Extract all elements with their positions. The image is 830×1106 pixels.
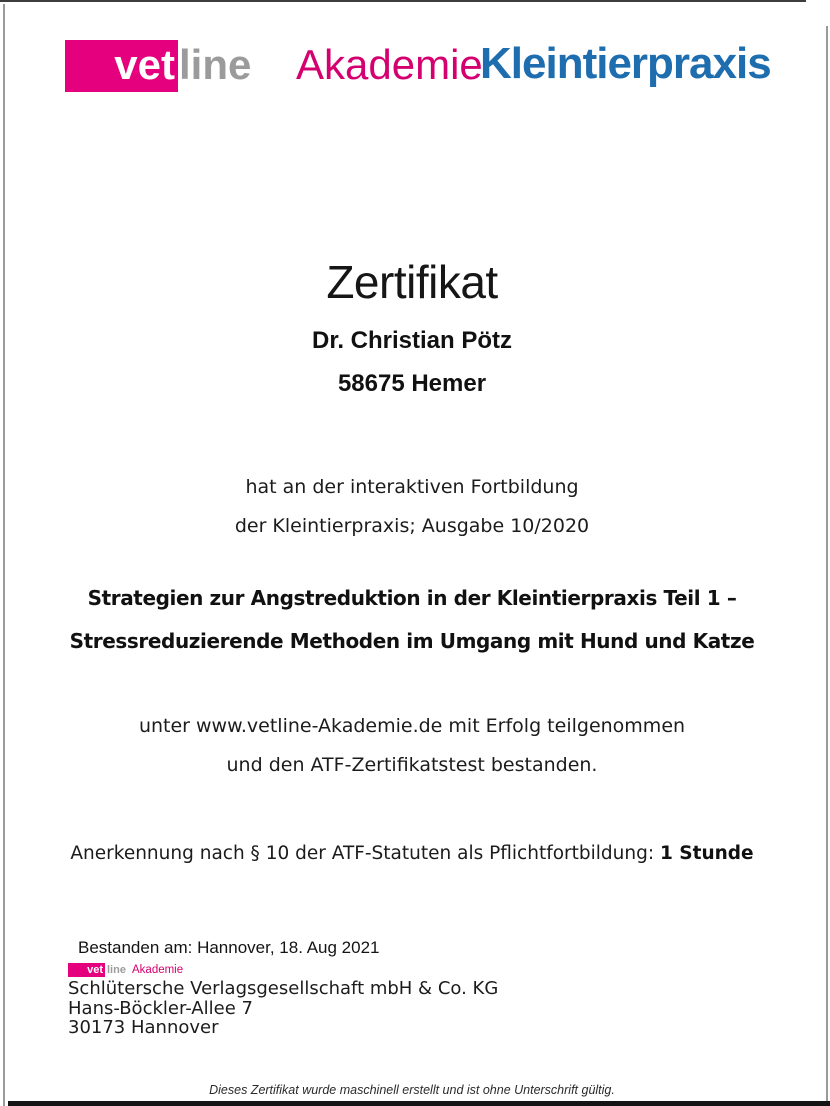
scan-edge-right (826, 26, 828, 1102)
publisher-logo-box (68, 963, 105, 977)
scan-edge-top (0, 0, 806, 2)
intro-line-2: der Kleintierpraxis; Ausgabe 10/2020 (234, 515, 590, 537)
logo-line-text: line (179, 41, 252, 88)
publisher-address (68, 979, 498, 1038)
scan-edge-bottom (8, 1101, 830, 1106)
vetline-logo-box (65, 40, 178, 92)
logo-akademie-text: Akademie (296, 41, 483, 88)
recognition-text: Anerkennung nach § 10 der ATF-Statuten als Pflichtfortbildung: (70, 843, 660, 864)
recognition-hours: 1 Stunde (659, 843, 754, 864)
course-title-line-1: Strategien zur Angstreduktion in der Kleintierpraxis Teil 1 – (87, 586, 737, 610)
logo-product-text: Kleintierpraxis (480, 39, 771, 88)
recipient-name: Dr. Christian Pötz (311, 327, 513, 354)
publisher-name: Schlütersche Verlagsgesellschaft mbH & Co. KG (68, 978, 499, 999)
passed-date-line: Bestanden am: Hannover, 18. Aug 2021 (78, 938, 380, 957)
course-title-line-2: Stressreduzierende Methoden im Umgang mit Hund und Katze (69, 629, 755, 653)
publisher-logo-line-text: line (107, 964, 126, 976)
disclaimer-text: Dieses Zertifikat wurde maschinell erstellt und ist ohne Unterschrift gültig. (209, 1083, 615, 1097)
participation-line-2: und den ATF-Zertifikatstest bestanden. (226, 754, 598, 776)
logo-vet-text: vet (114, 41, 175, 88)
publisher-logo-akademie-text: Akademie (132, 964, 184, 976)
recipient-city: 58675 Hemer (337, 370, 487, 397)
scan-edge-left (3, 4, 5, 1106)
recognition-line (0, 843, 824, 864)
participation-line-1: unter www.vetline-Akademie.de mit Erfolg teilgenommen (138, 715, 686, 737)
certificate-title: Zertifikat (326, 256, 498, 308)
publisher-logo-vet-text: vet (87, 964, 103, 976)
publisher-city: 30173 Hannover (68, 1017, 219, 1038)
publisher-street: Hans-Böckler-Allee 7 (68, 997, 253, 1019)
intro-line-1: hat an der interaktiven Fortbildung (245, 476, 579, 498)
